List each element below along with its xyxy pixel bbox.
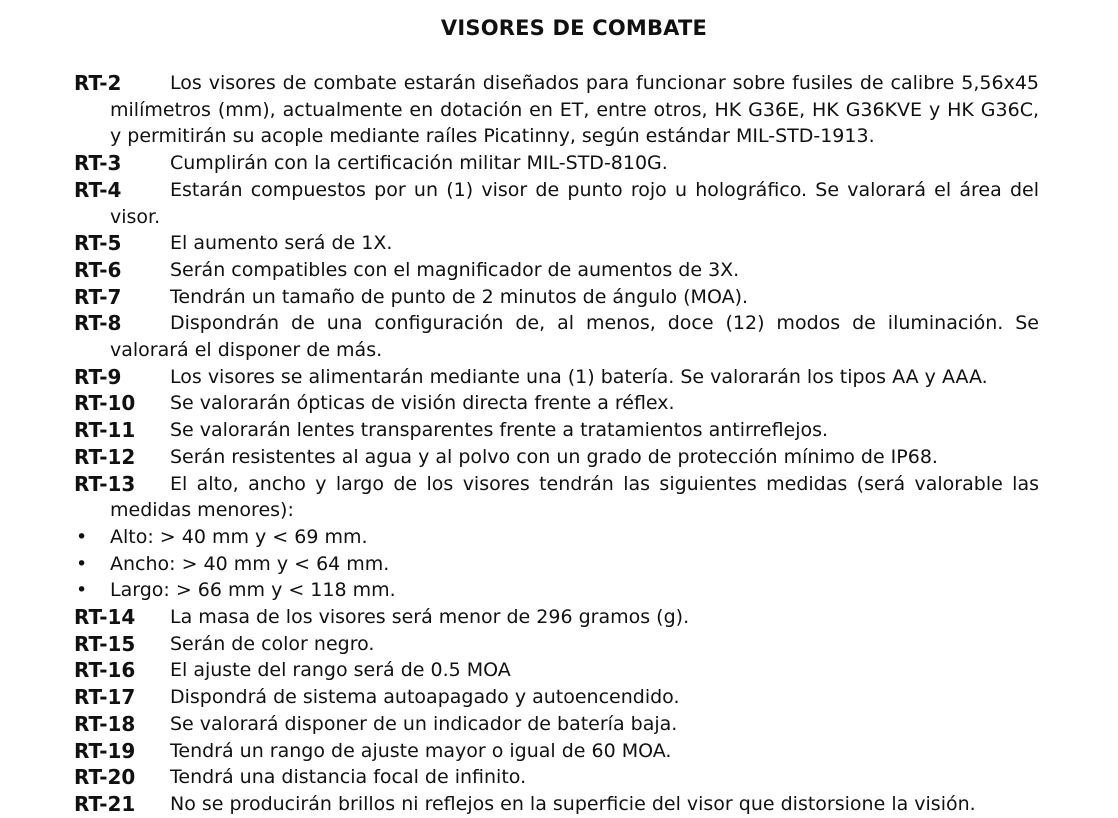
bullet-item <box>0 577 1118 604</box>
requirement-code: RT-5 <box>74 231 122 256</box>
requirement-text: Los visores de combate estarán diseñados para funcionar sobre fusiles de calibre 5,56x45 milímetros (mm), actualmente en dotación en ET, entre otros, HK G36E, HK G36KVE y HK G36C, y permitirán su acople mediante raíles Picatinny, según estándar MIL-STD-1913. <box>110 72 1039 148</box>
requirement-item <box>0 284 1118 311</box>
requirement-code: RT-11 <box>74 418 136 443</box>
requirement-item <box>0 471 1118 524</box>
bullet-item <box>0 551 1118 578</box>
requirement-code: RT-20 <box>74 765 136 790</box>
requirement-text: Serán de color negro. <box>170 632 375 655</box>
requirement-code: RT-6 <box>74 257 122 282</box>
requirement-text: Se valorarán lentes transparentes frente a tratamientos antirreflejos. <box>170 419 829 442</box>
requirement-text: No se producirán brillos ni reflejos en la superficie del visor que distorsione la visión. <box>170 792 976 815</box>
requirement-text: Serán resistentes al agua y al polvo con un grado de protección mínimo de IP68. <box>170 445 938 468</box>
requirement-code: RT-21 <box>74 791 136 816</box>
requirement-item <box>0 177 1118 230</box>
document-title: VISORES DE COMBATE <box>440 16 708 40</box>
requirement-code: RT-13 <box>74 471 136 496</box>
requirement-item <box>0 230 1118 257</box>
requirement-text: Dispondrán de una configuración de, al menos, doce (12) modos de iluminación. Se valorará el disponer de más. <box>110 312 1039 362</box>
requirement-text: Se valorarán ópticas de visión directa frente a réflex. <box>170 392 675 415</box>
requirement-item <box>0 417 1118 444</box>
bullet-icon: • <box>76 552 88 575</box>
requirement-text: Se valorará disponer de un indicador de batería baja. <box>170 712 678 735</box>
bullet-icon: • <box>76 579 88 602</box>
requirement-text: Serán compatibles con el magnificador de aumentos de 3X. <box>170 258 740 281</box>
requirement-item <box>0 444 1118 471</box>
requirement-item <box>0 70 1118 150</box>
requirement-item <box>0 257 1118 284</box>
bullet-text: Largo: > 66 mm y < 118 mm. <box>110 579 396 602</box>
requirement-text: El alto, ancho y largo de los visores tendrán las siguientes medidas (será valorable las medidas menores): <box>110 472 1039 522</box>
requirement-code: RT-10 <box>74 391 136 416</box>
requirement-code: RT-9 <box>74 364 122 389</box>
requirement-code: RT-8 <box>74 311 122 336</box>
requirement-item <box>0 711 1118 738</box>
requirement-item <box>0 791 1118 818</box>
requirement-item <box>0 631 1118 658</box>
requirement-text: El ajuste del rango será de 0.5 MOA <box>170 659 511 682</box>
requirement-item <box>0 310 1118 363</box>
bullet-text: Ancho: > 40 mm y < 64 mm. <box>110 552 390 575</box>
requirement-text: Estarán compuestos por un (1) visor de punto rojo u holográfico. Se valorará el área del visor. <box>110 178 1039 228</box>
requirement-code: RT-14 <box>74 605 136 630</box>
requirement-item <box>0 764 1118 791</box>
bullet-item <box>0 524 1118 551</box>
requirement-code: RT-18 <box>74 711 136 736</box>
requirement-text: Cumplirán con la certificación militar MIL-STD-810G. <box>170 152 668 175</box>
requirement-item <box>0 684 1118 711</box>
requirement-text: Tendrán un tamaño de punto de 2 minutos de ángulo (MOA). <box>170 285 749 308</box>
requirement-text: Tendrá una distancia focal de infinito. <box>170 766 527 789</box>
requirement-text: Dispondrá de sistema autoapagado y autoencendido. <box>170 686 680 709</box>
requirements-list <box>0 70 1118 818</box>
requirement-text: La masa de los visores será menor de 296 gramos (g). <box>170 606 690 629</box>
requirement-code: RT-12 <box>74 444 136 469</box>
requirement-item <box>0 738 1118 765</box>
requirement-code: RT-17 <box>74 685 136 710</box>
requirement-item <box>0 657 1118 684</box>
requirement-item <box>0 390 1118 417</box>
requirement-code: RT-3 <box>74 151 122 176</box>
bullet-text: Alto: > 40 mm y < 69 mm. <box>110 525 368 548</box>
requirement-text: Los visores se alimentarán mediante una (1) batería. Se valorarán los tipos AA y AAA. <box>170 365 988 388</box>
requirement-code: RT-19 <box>74 738 136 763</box>
requirement-text: El aumento será de 1X. <box>170 232 393 255</box>
requirement-code: RT-7 <box>74 284 122 309</box>
requirement-code: RT-16 <box>74 658 136 683</box>
requirement-item <box>0 364 1118 391</box>
requirement-code: RT-15 <box>74 631 136 656</box>
requirement-item <box>0 150 1118 177</box>
requirement-text: Tendrá un rango de ajuste mayor o igual de 60 MOA. <box>170 739 672 762</box>
requirement-code: RT-2 <box>74 71 122 95</box>
requirement-item <box>0 604 1118 631</box>
requirement-code: RT-4 <box>74 177 122 202</box>
bullet-icon: • <box>76 525 88 548</box>
